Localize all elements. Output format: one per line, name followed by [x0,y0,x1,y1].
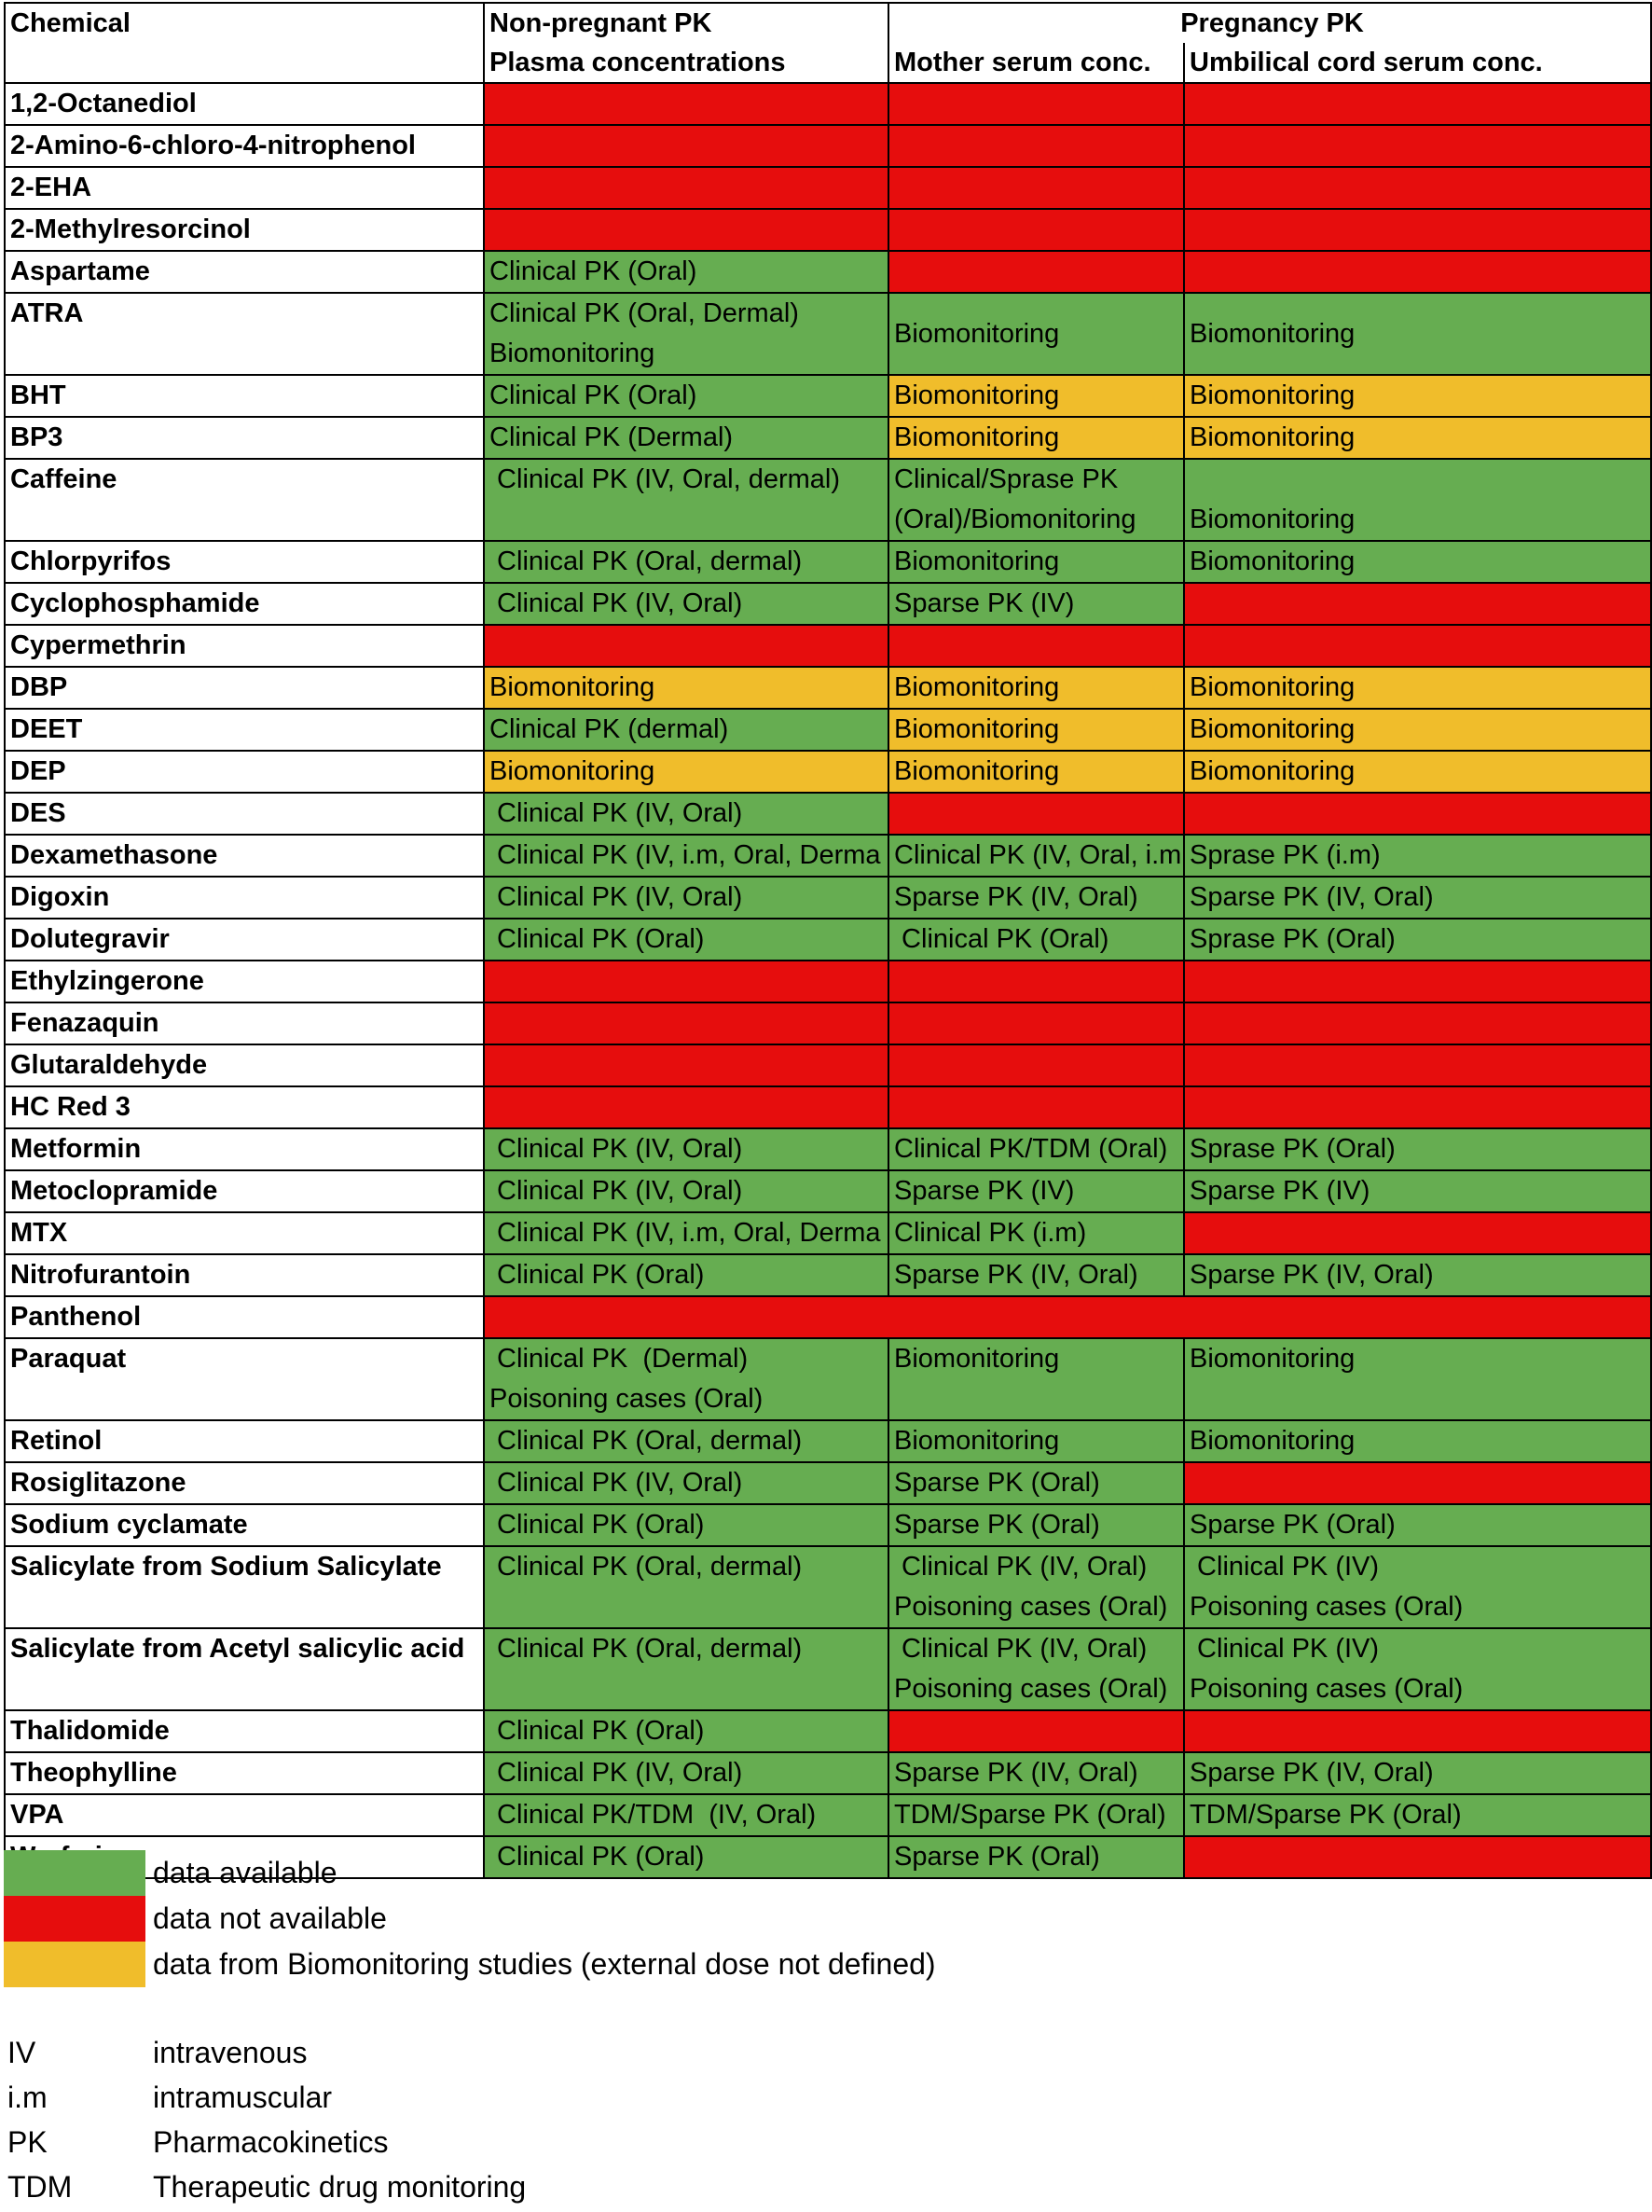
mother-serum-cell [888,1338,1184,1420]
table-row [5,83,1651,125]
chemical-name: Theophylline [5,1752,484,1794]
mother-serum-cell [888,1504,1184,1546]
chemical-name: Dolutegravir [5,919,484,961]
table-row [5,1794,1651,1836]
header-pregnancy: Pregnancy PK [888,3,1651,43]
non-pregnant-cell [484,167,888,209]
cell-text-line: Poisoning cases (Oral) [489,1384,764,1414]
abbreviation-description: Pharmacokinetics [153,2125,389,2159]
table-row [5,1710,1651,1752]
cord-serum-cell [1184,1420,1651,1462]
chemical-name: DEET [5,709,484,751]
non-pregnant-cell [484,1170,888,1212]
abbreviation-description: intramuscular [153,2081,333,2114]
non-pregnant-cell [484,667,888,709]
mother-serum-cell [888,709,1184,751]
mother-serum-cell [888,251,1184,293]
non-pregnant-cell [484,1710,888,1752]
non-pregnant-cell [484,1254,888,1296]
cord-serum-cell [1184,625,1651,667]
header-mother: Mother serum conc. [888,43,1184,83]
chemical-name: 2-EHA [5,167,484,209]
chemical-name: Glutaraldehyde [5,1044,484,1086]
cell-text-line: Sparse PK (IV, Oral) [894,1260,1138,1290]
cell-text-line: Biomonitoring [489,339,655,368]
cell-text-line: Clinical PK (IV, Oral) [489,1176,743,1206]
chemical-name: Rosiglitazone [5,1462,484,1504]
mother-serum-cell [888,961,1184,1002]
non-pregnant-cell [484,961,888,1002]
cell-text-line: Biomonitoring [1190,1344,1356,1374]
cord-serum-cell [1184,417,1651,459]
cell-text-line: Biomonitoring [1190,505,1356,534]
non-pregnant-cell [484,877,888,919]
table-row [5,1338,1651,1420]
cell-text-line: Biomonitoring [1190,1426,1356,1456]
cell-text-line: Biomonitoring [894,318,1060,349]
table-row [5,667,1651,709]
mother-serum-cell [888,1128,1184,1170]
cell-text-line: TDM/Sparse PK (Oral) [894,1800,1166,1830]
mother-serum-cell [888,877,1184,919]
cell-text-line: Biomonitoring [489,756,655,786]
cord-serum-cell [1184,793,1651,835]
cell-text-line: Biomonitoring [894,380,1060,410]
mother-serum-cell [888,459,1184,541]
legend-swatch [4,1942,145,1987]
cord-serum-cell [1184,83,1651,125]
mother-serum-cell [888,1170,1184,1212]
cell-text-line: Biomonitoring [894,714,1060,744]
chemical-name: Ethylzingerone [5,961,484,1002]
non-pregnant-cell [484,1752,888,1794]
table-row [5,1296,1651,1338]
chemical-name: Cyclophosphamide [5,583,484,625]
non-pregnant-cell [484,919,888,961]
table-row [5,1128,1651,1170]
mother-serum-cell [888,625,1184,667]
mother-serum-cell [888,667,1184,709]
chemical-name: DES [5,793,484,835]
cord-serum-cell [1184,961,1651,1002]
mother-serum-cell [888,293,1184,375]
cell-text-line: Clinical PK (Oral) [489,256,697,286]
table-row [5,167,1651,209]
chemical-name: Retinol [5,1420,484,1462]
chemical-name: Panthenol [5,1296,484,1338]
cell-text-line: Clinical PK (Oral, Dermal) [489,298,799,328]
cell-text-line: Clinical PK (dermal) [489,714,729,744]
non-pregnant-cell [484,1044,888,1086]
table-row [5,125,1651,167]
mother-serum-cell [888,167,1184,209]
table-row [5,251,1651,293]
cell-text-line: Sprase PK (i.m) [1190,840,1381,870]
chemical-name: Metoclopramide [5,1170,484,1212]
mother-serum-cell [888,835,1184,877]
table-row [5,625,1651,667]
cell-text-line: Poisoning cases (Oral) [894,1674,1168,1704]
cell-text-line: Sparse PK (Oral) [1190,1510,1396,1540]
header-plasma: Plasma concentrations [484,43,888,83]
cell-text-line: Sparse PK (IV, Oral) [894,1758,1138,1788]
chemical-name: Caffeine [5,459,484,541]
cord-serum-cell [1184,877,1651,919]
legend-swatch [4,1896,145,1942]
table-row [5,209,1651,251]
cord-serum-cell [1184,1462,1651,1504]
legend-swatch [4,1850,145,1896]
chemical-name: ATRA [5,293,484,375]
chemical-name: 2-Methylresorcinol [5,209,484,251]
cell-text-line: Clinical PK (IV, Oral) [489,798,743,828]
cord-serum-cell [1184,251,1651,293]
non-pregnant-cell [484,1836,888,1878]
cord-serum-cell [1184,1254,1651,1296]
non-pregnant-cell [484,83,888,125]
cord-serum-cell [1184,1710,1651,1752]
cord-serum-cell [1184,709,1651,751]
cord-serum-cell [1184,1212,1651,1254]
cell-text-line: (Oral)/Biomonitoring [894,505,1136,534]
non-pregnant-cell [484,793,888,835]
cell-text-line: Biomonitoring [489,672,655,702]
mother-serum-cell [888,1002,1184,1044]
cell-text-line: Clinical PK (Oral, dermal) [489,1634,803,1664]
chemical-name: Metformin [5,1128,484,1170]
cell-text-line: Clinical PK (IV, Oral) [489,588,743,618]
cell-text-line: Clinical PK (IV, Oral) [489,1134,743,1164]
cell-text-line: Biomonitoring [1190,756,1356,786]
header-chemical: Chemical [5,3,484,83]
cell-text-line: Sparse PK (Oral) [894,1468,1100,1498]
cell-text-line: Biomonitoring [1190,546,1356,576]
table-row [5,1254,1651,1296]
chemical-name: Thalidomide [5,1710,484,1752]
cell-text-line: Poisoning cases (Oral) [1190,1674,1464,1704]
cell-text-line: Biomonitoring [894,1344,1060,1374]
mother-serum-cell [888,583,1184,625]
non-pregnant-cell [484,209,888,251]
mother-serum-cell [888,1254,1184,1296]
pk-data-table [4,2,1652,1879]
non-pregnant-cell [484,459,888,541]
non-pregnant-cell [484,1086,888,1128]
chemical-name: Chlorpyrifos [5,541,484,583]
chemical-name: Dexamethasone [5,835,484,877]
cord-serum-cell [1184,1628,1651,1710]
abbreviation-key: TDM [7,2170,73,2204]
header-non-pregnant: Non-pregnant PK [484,3,888,43]
table-row [5,1420,1651,1462]
table-row [5,1546,1651,1628]
cell-text-line: TDM/Sparse PK (Oral) [1190,1800,1462,1830]
mother-serum-cell [888,1462,1184,1504]
table-row [5,835,1651,877]
table-row [5,1462,1651,1504]
mother-serum-cell [888,1752,1184,1794]
cell-text-line: Sprase PK (Oral) [1190,924,1396,954]
cord-serum-cell [1184,125,1651,167]
abbreviation-key: PK [7,2125,48,2159]
cord-serum-cell [1184,1128,1651,1170]
chemical-name: HC Red 3 [5,1086,484,1128]
table-row [5,709,1651,751]
cell-text-line: Clinical PK (IV) [1190,1634,1380,1664]
cell-text-line: Clinical PK (IV, Oral) [894,1634,1148,1664]
non-pregnant-cell [484,751,888,793]
non-pregnant-cell [484,375,888,417]
cell-text-line: Clinical PK (Oral) [489,1842,705,1872]
non-pregnant-cell [484,293,888,375]
cell-text-line: Biomonitoring [894,1426,1060,1456]
cell-text-line: Clinical PK (IV) [1190,1552,1380,1582]
table-row [5,541,1651,583]
table-row [5,293,1651,375]
cell-text-line: Biomonitoring [1190,318,1356,349]
legend-label: data available [153,1856,337,1889]
non-pregnant-cell [484,541,888,583]
table-row [5,1002,1651,1044]
cell-text-line: Clinical PK (IV, Oral) [489,882,743,912]
header-cord: Umbilical cord serum conc. [1184,43,1651,83]
mother-serum-cell [888,375,1184,417]
cell-text-line: Sparse PK (IV) [894,1176,1075,1206]
cell-text-line: Clinical PK (Oral) [489,924,705,954]
cord-serum-cell [1184,1794,1651,1836]
table-row [5,459,1651,541]
table-row [5,1170,1651,1212]
cord-serum-cell [1184,1504,1651,1546]
mother-serum-cell [888,1086,1184,1128]
cell-text-line: Sparse PK (Oral) [894,1510,1100,1540]
cell-text-line: Sparse PK (IV) [894,588,1075,618]
non-pregnant-cell [484,1628,888,1710]
cord-serum-cell [1184,1546,1651,1628]
cell-text-line: Clinical PK (Oral) [894,924,1109,954]
cell-text-line: Biomonitoring [894,422,1060,452]
header-row-1 [5,3,1651,43]
mother-serum-cell [888,751,1184,793]
cord-serum-cell [1184,209,1651,251]
cord-serum-cell [1184,751,1651,793]
non-pregnant-cell [484,625,888,667]
merged-status-cell [484,1296,1651,1338]
cell-text-line: Clinical PK (IV, Oral) [489,1758,743,1788]
cord-serum-cell [1184,541,1651,583]
abbreviation-description: intravenous [153,2036,308,2069]
table-row [5,1044,1651,1086]
cord-serum-cell [1184,1002,1651,1044]
chemical-name: DBP [5,667,484,709]
cell-text-line: Clinical PK (i.m) [894,1218,1087,1248]
abbreviation-description: Therapeutic drug monitoring [153,2170,527,2204]
table-row [5,583,1651,625]
mother-serum-cell [888,209,1184,251]
table-row [5,1086,1651,1128]
non-pregnant-cell [484,125,888,167]
cell-text-line: Sparse PK (Oral) [894,1842,1100,1872]
table-row [5,375,1651,417]
cell-text-line: Biomonitoring [894,672,1060,702]
chemical-name: MTX [5,1212,484,1254]
non-pregnant-cell [484,1546,888,1628]
cell-text-line: Clinical PK/TDM (Oral) [894,1134,1168,1164]
mother-serum-cell [888,83,1184,125]
cell-text-line: Biomonitoring [1190,380,1356,410]
mother-serum-cell [888,1836,1184,1878]
cell-text-line: Sprase PK (Oral) [1190,1134,1396,1164]
table-row [5,751,1651,793]
cord-serum-cell [1184,167,1651,209]
cell-text-line: Biomonitoring [894,546,1060,576]
cell-text-line: Clinical/Sprase PK [894,464,1119,494]
cell-text-line: Clinical PK (IV, i.m, Oral, Derma [489,1218,881,1248]
abbreviation-key: i.m [7,2081,48,2114]
cell-text-line: Clinical PK (IV, Oral, dermal) [489,464,841,494]
table-row [5,919,1651,961]
cord-serum-cell [1184,667,1651,709]
chemical-name: Cypermethrin [5,625,484,667]
cord-serum-cell [1184,1836,1651,1878]
cord-serum-cell [1184,919,1651,961]
non-pregnant-cell [484,1128,888,1170]
non-pregnant-cell [484,709,888,751]
cell-text-line: Clinical PK (Oral) [489,380,697,410]
non-pregnant-cell [484,1212,888,1254]
chemical-name: Sodium cyclamate [5,1504,484,1546]
cell-text-line: Biomonitoring [894,756,1060,786]
chemical-name: Salicylate from Acetyl salicylic acid [5,1628,484,1710]
table-row [5,793,1651,835]
non-pregnant-cell [484,251,888,293]
cord-serum-cell [1184,1086,1651,1128]
chemical-name: Salicylate from Sodium Salicylate [5,1546,484,1628]
table-row [5,877,1651,919]
cord-serum-cell [1184,583,1651,625]
chemical-name: Nitrofurantoin [5,1254,484,1296]
cord-serum-cell [1184,459,1651,541]
non-pregnant-cell [484,1338,888,1420]
chemical-name: Aspartame [5,251,484,293]
non-pregnant-cell [484,1462,888,1504]
cell-text-line: Clinical PK (Oral, dermal) [489,1552,803,1582]
mother-serum-cell [888,1546,1184,1628]
chemical-name: DEP [5,751,484,793]
cord-serum-cell [1184,1170,1651,1212]
cell-text-line: Biomonitoring [1190,672,1356,702]
table-row [5,1752,1651,1794]
non-pregnant-cell [484,835,888,877]
cell-text-line: Sparse PK (IV, Oral) [894,882,1138,912]
cell-text-line: Sparse PK (IV, Oral) [1190,1758,1434,1788]
chemical-name: Fenazaquin [5,1002,484,1044]
cell-text-line: Clinical PK/TDM (IV, Oral) [489,1800,817,1830]
abbreviation-key: IV [7,2036,36,2069]
mother-serum-cell [888,125,1184,167]
mother-serum-cell [888,417,1184,459]
table-row [5,417,1651,459]
table-row [5,1504,1651,1546]
table-row [5,1212,1651,1254]
non-pregnant-cell [484,1504,888,1546]
cell-text-line: Clinical PK (IV, Oral) [489,1468,743,1498]
mother-serum-cell [888,1710,1184,1752]
cord-serum-cell [1184,293,1651,375]
cell-text-line: Clinical PK (Oral, dermal) [489,1426,803,1456]
chemical-name: 1,2-Octanediol [5,83,484,125]
mother-serum-cell [888,541,1184,583]
cell-text-line: Clinical PK (Dermal) [489,422,734,452]
cord-serum-cell [1184,1752,1651,1794]
non-pregnant-cell [484,1420,888,1462]
chemical-name: BHT [5,375,484,417]
non-pregnant-cell [484,583,888,625]
cell-text-line: Poisoning cases (Oral) [894,1592,1168,1622]
chemical-name: 2-Amino-6-chloro-4-nitrophenol [5,125,484,167]
mother-serum-cell [888,1628,1184,1710]
cell-text-line: Clinical PK (Oral, dermal) [489,546,803,576]
mother-serum-cell [888,1420,1184,1462]
table-row [5,961,1651,1002]
non-pregnant-cell [484,1794,888,1836]
cord-serum-cell [1184,1338,1651,1420]
non-pregnant-cell [484,1002,888,1044]
cord-serum-cell [1184,375,1651,417]
legend-label: data not available [153,1901,387,1935]
chemical-name: BP3 [5,417,484,459]
cord-serum-cell [1184,1044,1651,1086]
cord-serum-cell [1184,835,1651,877]
cell-text-line: Sparse PK (IV, Oral) [1190,1260,1434,1290]
cell-text-line: Clinical PK (Oral) [489,1260,705,1290]
legend-label: data from Biomonitoring studies (external dose not defined) [153,1947,936,1981]
mother-serum-cell [888,1044,1184,1086]
cell-text-line: Biomonitoring [1190,714,1356,744]
mother-serum-cell [888,1212,1184,1254]
table-row [5,1628,1651,1710]
cell-text-line: Clinical PK (IV, Oral) [894,1552,1148,1582]
cell-text-line: Clinical PK (Dermal) [489,1344,749,1374]
mother-serum-cell [888,919,1184,961]
mother-serum-cell [888,793,1184,835]
table-body [5,83,1651,1878]
chemical-name: Digoxin [5,877,484,919]
cell-text-line: Clinical PK (IV, Oral, i.m [894,840,1182,870]
cell-text-line: Sparse PK (IV) [1190,1176,1370,1206]
cell-text-line: Clinical PK (Oral) [489,1510,705,1540]
cell-text-line: Poisoning cases (Oral) [1190,1592,1464,1622]
cell-text-line: Clinical PK (IV, i.m, Oral, Derma [489,840,881,870]
cell-text-line: Biomonitoring [1190,422,1356,452]
chemical-name: VPA [5,1794,484,1836]
chemical-name: Paraquat [5,1338,484,1420]
cell-text-line: Clinical PK (Oral) [489,1716,705,1746]
mother-serum-cell [888,1794,1184,1836]
non-pregnant-cell [484,417,888,459]
cell-text-line: Sparse PK (IV, Oral) [1190,882,1434,912]
